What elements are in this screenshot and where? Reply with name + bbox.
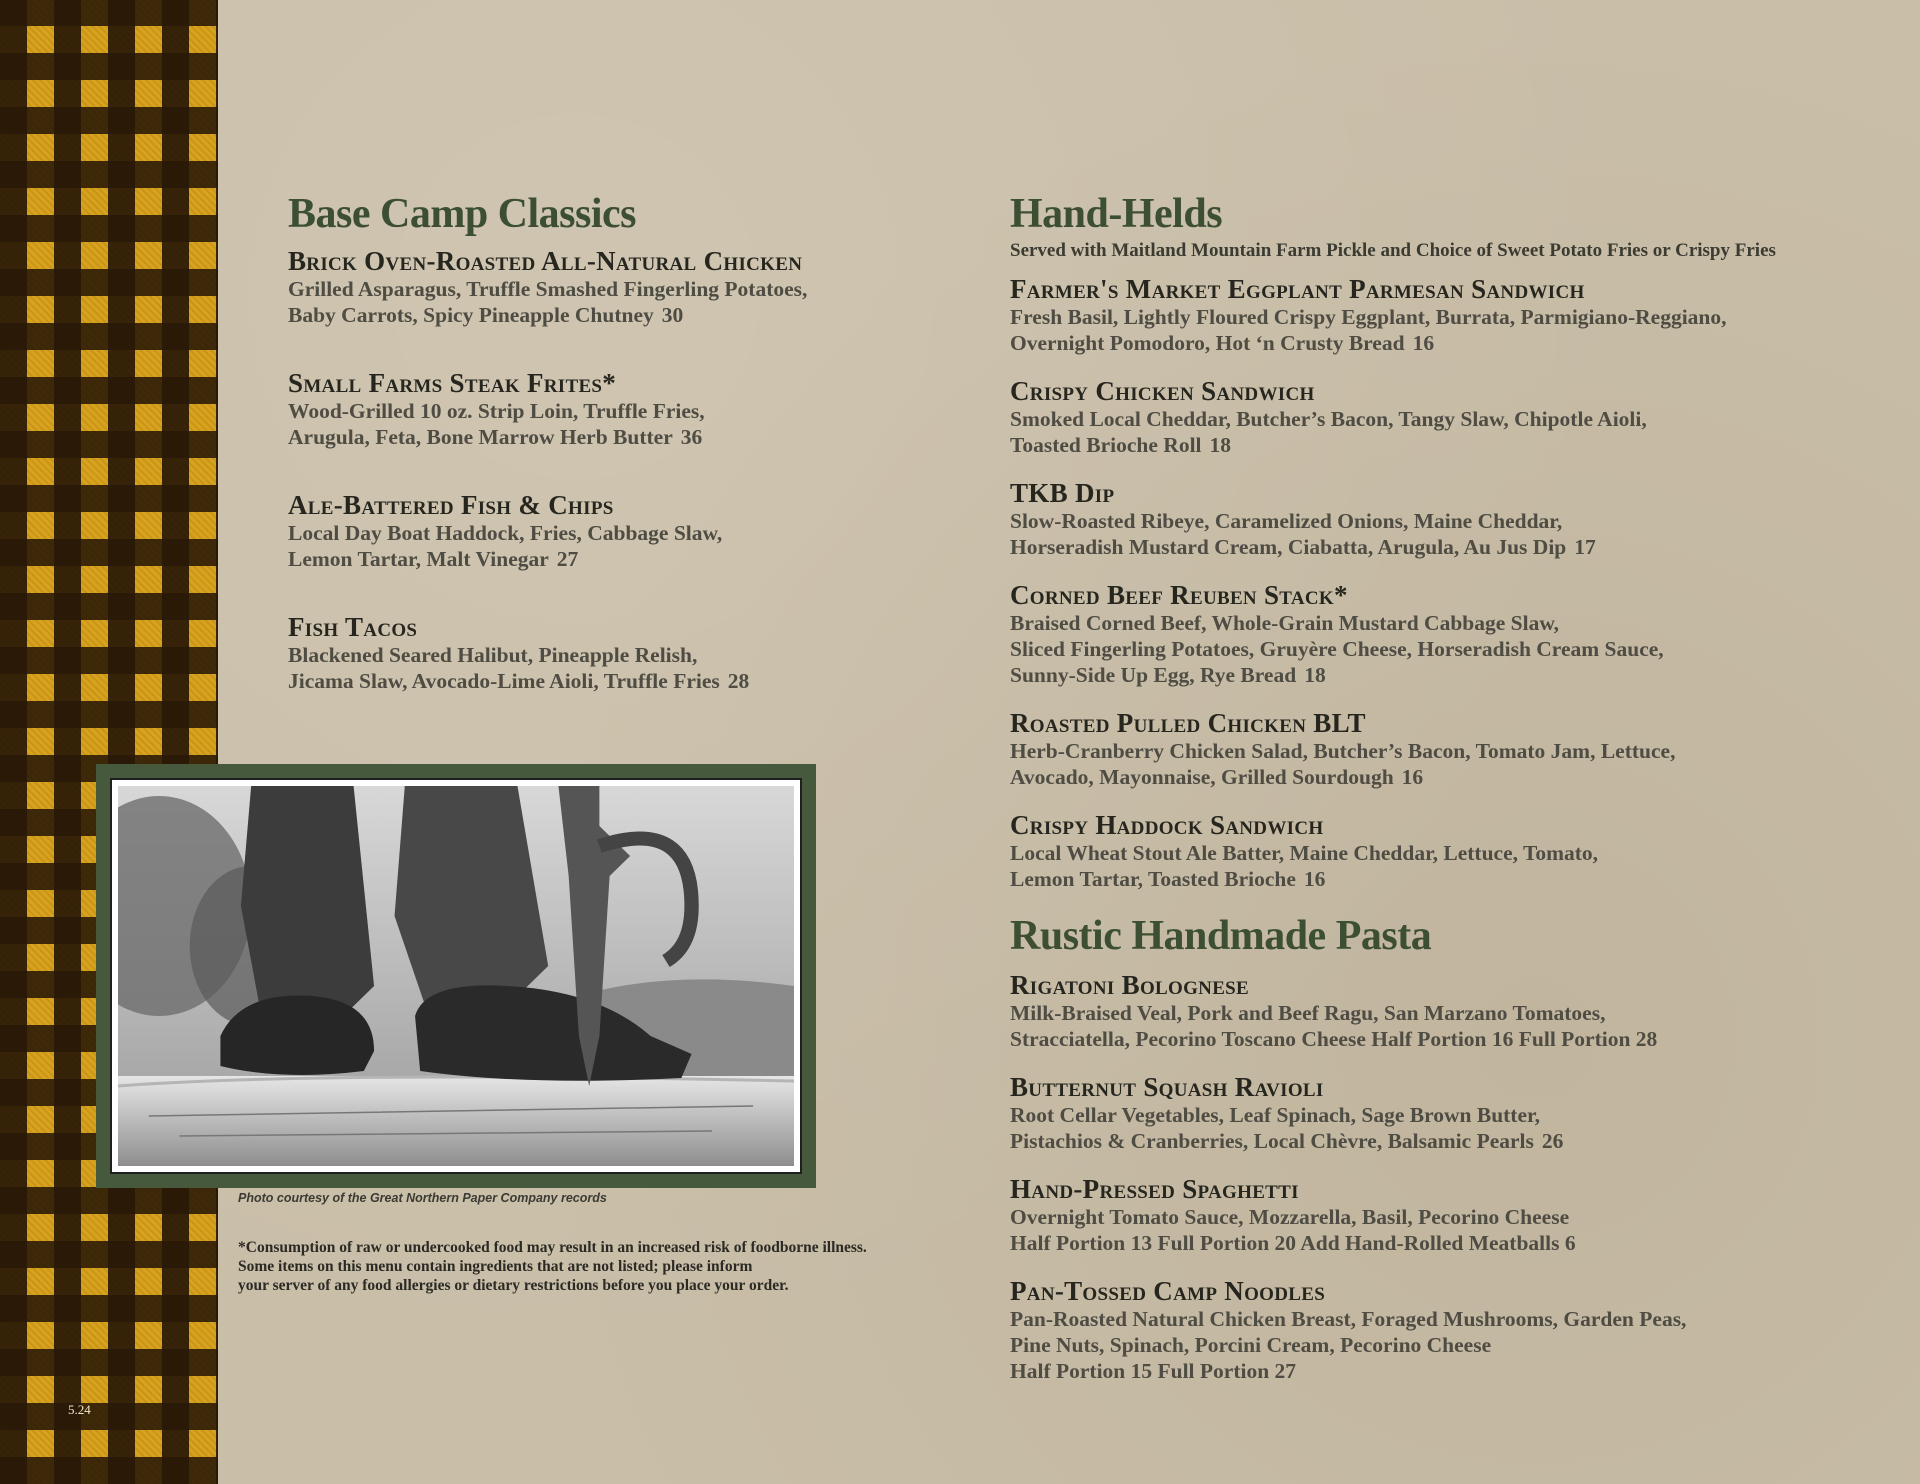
item-price: 16: [1412, 331, 1435, 355]
menu-item: [288, 368, 988, 450]
item-price: 27: [556, 547, 579, 571]
item-price: 18: [1304, 663, 1326, 687]
item-name: TKB Dip: [1010, 478, 1115, 508]
menu-item: [288, 612, 988, 694]
right-column: [1010, 190, 1890, 1404]
hand-helds-section: [1010, 190, 1890, 892]
item-name: Small Farms Steak Frites*: [288, 368, 617, 398]
item-price: 28: [727, 669, 750, 693]
menu-item: [1010, 970, 1890, 1052]
menu-item: [1010, 1072, 1890, 1154]
item-name: Crispy Haddock Sandwich: [1010, 810, 1324, 840]
item-description: Grilled Asparagus, Truffle Smashed Fingerling Potatoes, Baby Carrots, Spicy Pineapple Chutney 30: [288, 277, 808, 327]
section-subtitle: Served with Maitland Mountain Farm Pickle and Choice of Sweet Potato Fries or Crispy Fries: [1010, 240, 1776, 261]
menu-item: [1010, 810, 1890, 892]
item-description: Milk-Braised Veal, Pork and Beef Ragu, San Marzano Tomatoes, Stracciatella, Pecorino Toscano Cheese Half Portion 16 Full Portion 28: [1010, 1001, 1658, 1051]
menu-item: [288, 490, 988, 572]
item-name: Corned Beef Reuben Stack*: [1010, 580, 1348, 610]
item-price: 17: [1574, 535, 1596, 559]
item-price: 26: [1541, 1129, 1564, 1153]
item-name: Fish Tacos: [288, 612, 418, 642]
section-title: Rustic Handmade Pasta: [1010, 913, 1432, 959]
item-price: 36: [680, 425, 703, 449]
item-name: Farmer's Market Eggplant Parmesan Sandwich: [1010, 274, 1585, 304]
item-name: Roasted Pulled Chicken BLT: [1010, 708, 1366, 738]
disclaimer-line: your server of any food allergies or dietary restrictions before you place your order.: [238, 1277, 789, 1294]
item-description: Local Wheat Stout Ale Batter, Maine Cheddar, Lettuce, Tomato, Lemon Tartar, Toasted Brioche 16: [1010, 841, 1599, 891]
menu-item: [288, 246, 988, 328]
disclaimer-line: *Consumption of raw or undercooked food may result in an increased risk of foodborne illness.: [238, 1239, 867, 1256]
item-description: Smoked Local Cheddar, Butcher’s Bacon, Tangy Slaw, Chipotle Aioli, Toasted Brioche Roll 18: [1010, 407, 1647, 457]
version-label: 5.24: [68, 1402, 91, 1417]
menu-item: [1010, 478, 1890, 560]
disclaimer-line: Some items on this menu contain ingredients that are not listed; please inform: [238, 1258, 753, 1275]
menu-item: [1010, 376, 1890, 458]
item-name: Brick Oven-Roasted All-Natural Chicken: [288, 246, 803, 276]
item-name: Crispy Chicken Sandwich: [1010, 376, 1315, 406]
item-description: Herb-Cranberry Chicken Salad, Butcher’s Bacon, Tomato Jam, Lettuce, Avocado, Mayonnaise, Grilled Sourdough 16: [1010, 739, 1676, 789]
base-camp-classics-section: [288, 190, 988, 734]
menu-item: [1010, 1174, 1890, 1256]
section-title: Hand-Helds: [1010, 191, 1223, 237]
menu-item: [1010, 1276, 1890, 1384]
photo-frame: [96, 764, 816, 1188]
item-description: Root Cellar Vegetables, Leaf Spinach, Sage Brown Butter, Pistachios & Cranberries, Local Chèvre, Balsamic Pearls 26: [1010, 1103, 1564, 1153]
photo-caption: Photo courtesy of the Great Northern Paper Company records: [238, 1191, 607, 1205]
item-description: Braised Corned Beef, Whole-Grain Mustard Cabbage Slaw, Sliced Fingerling Potatoes, Gruyère Cheese, Horseradish Cream Sauce, Sunny-Side Up Egg, Rye Bread 18: [1010, 611, 1664, 687]
item-description: Overnight Tomato Sauce, Mozzarella, Basil, Pecorino Cheese Half Portion 13 Full Portion 20 Add Hand-Rolled Meatballs 6: [1010, 1205, 1576, 1255]
logger-boots-photo: [110, 778, 802, 1174]
item-name: Ale-Battered Fish & Chips: [288, 490, 614, 520]
section-title: Base Camp Classics: [288, 191, 637, 237]
item-price: 16: [1303, 867, 1326, 891]
plaid-border: [0, 0, 218, 1484]
menu-item: [1010, 274, 1890, 356]
item-price: 30: [661, 303, 684, 327]
item-description: Wood-Grilled 10 oz. Strip Loin, Truffle Fries, Arugula, Feta, Bone Marrow Herb Butter 36: [288, 399, 705, 449]
item-price: 18: [1209, 433, 1232, 457]
menu-item: [1010, 580, 1890, 688]
item-name: Pan-Tossed Camp Noodles: [1010, 1276, 1326, 1306]
item-description: Fresh Basil, Lightly Floured Crispy Eggplant, Burrata, Parmigiano-Reggiano, Overnight Pomodoro, Hot ‘n Crusty Bread 16: [1010, 305, 1727, 355]
item-name: Rigatoni Bolognese: [1010, 970, 1250, 1000]
item-name: Butternut Squash Ravioli: [1010, 1072, 1324, 1102]
rustic-pasta-section: [1010, 912, 1890, 1384]
item-name: Hand-Pressed Spaghetti: [1010, 1174, 1299, 1204]
item-price: 16: [1401, 765, 1424, 789]
item-description: Blackened Seared Halibut, Pineapple Relish, Jicama Slaw, Avocado-Lime Aioli, Truffle Fries 28: [288, 643, 750, 693]
food-safety-disclaimer: [238, 1238, 958, 1295]
photo-illustration: [118, 786, 794, 1166]
menu-item: [1010, 708, 1890, 790]
item-description: Pan-Roasted Natural Chicken Breast, Foraged Mushrooms, Garden Peas, Pine Nuts, Spinach, Porcini Cream, Pecorino Cheese Half Portion 15 Full Portion 27: [1010, 1307, 1687, 1383]
item-description: Local Day Boat Haddock, Fries, Cabbage Slaw, Lemon Tartar, Malt Vinegar 27: [288, 521, 723, 571]
item-description: Slow-Roasted Ribeye, Caramelized Onions, Maine Cheddar, Horseradish Mustard Cream, Ciabatta, Arugula, Au Jus Dip 17: [1010, 509, 1596, 559]
